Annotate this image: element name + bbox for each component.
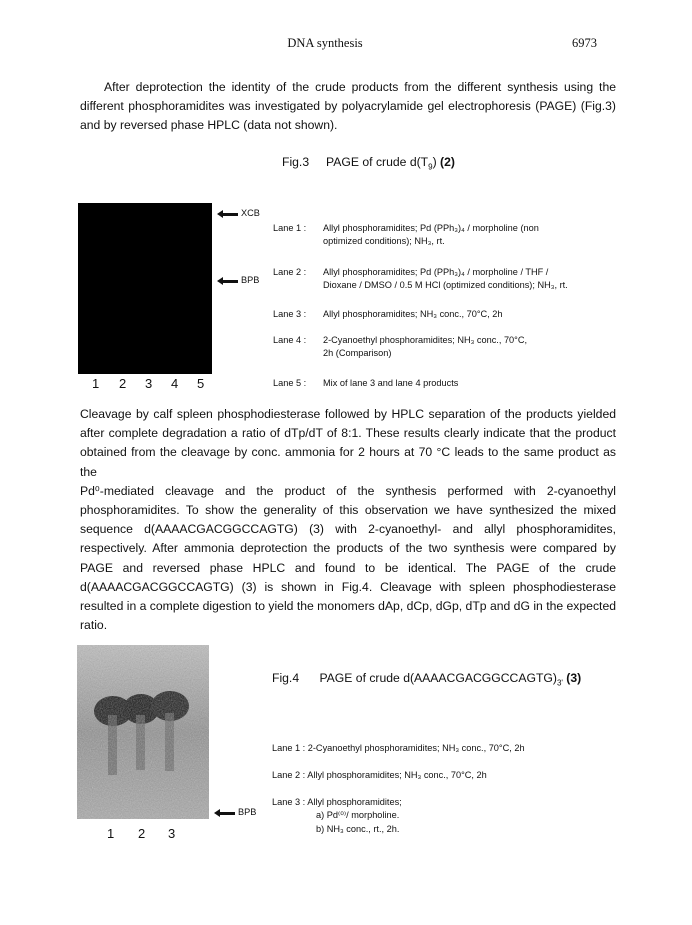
fig3-lane-3 bbox=[273, 308, 613, 321]
fig3-caption bbox=[282, 155, 455, 171]
lane-desc-line1: 2-Cyanoethyl phosphoramidites; NH₃ conc., 70°C, bbox=[323, 335, 528, 345]
xcb-marker-label: XCB bbox=[241, 208, 260, 218]
running-header: DNA synthesis bbox=[287, 36, 363, 50]
bpb-marker-label: BPB bbox=[241, 275, 260, 285]
lane-desc-line2: Dioxane / DMSO / 0.5 M HCl (optimized conditions); NH₃, rt. bbox=[323, 280, 568, 290]
lane-label: Lane 5 : bbox=[273, 378, 307, 388]
lane-desc-line1: Mix of lane 3 and lane 4 products bbox=[323, 378, 459, 388]
lane-label: Lane 4 : bbox=[273, 335, 307, 345]
fig4-lane-3-step-a: a) Pd⁽⁰⁾/ morpholine. bbox=[316, 810, 400, 820]
fig3-lane-1 bbox=[273, 222, 613, 246]
body-paragraph bbox=[80, 405, 616, 635]
fig4-lane-number: 1 bbox=[107, 826, 115, 841]
fig3-title-close: ) bbox=[432, 155, 441, 169]
fig4-title-sub: 3' bbox=[556, 678, 563, 688]
gel-image-fig3 bbox=[78, 203, 212, 374]
intro-text: After deprotection the identity of the crude products from the different synthesis using the different phosphoramidites was investigated by polyacrylamide gel electrophoresis (PAGE) (Fig.3) and by reversed phase HPLC (data not shown). bbox=[80, 80, 616, 133]
body-line: ratio. bbox=[80, 618, 108, 633]
fig3-title-sub: 9 bbox=[428, 162, 433, 172]
xcb-marker-arrow-icon bbox=[222, 213, 238, 216]
lane-desc-line1: Allyl phosphoramidites; Pd (PPh₃)₄ / morpholine (non bbox=[323, 223, 539, 233]
fig4-title: PAGE of crude d(AAAACGACGGCCAGTG) bbox=[319, 671, 557, 685]
body-line: Pd⁰-mediated cleavage and the product of the synthesis performed with 2-cyanoethyl bbox=[80, 483, 616, 498]
fig3-lane-5 bbox=[273, 377, 613, 390]
fig3-lane-number: 1 bbox=[92, 376, 100, 391]
fig3-lane-number: 2 bbox=[119, 376, 127, 391]
fig3-lane-4 bbox=[273, 334, 613, 358]
lane-label: Lane 2 : bbox=[273, 267, 307, 277]
gel-image-fig4 bbox=[77, 645, 209, 819]
body-line: Cleavage by calf spleen phosphodiesterase followed by HPLC separation of the products yielded bbox=[80, 407, 616, 421]
body-line: after complete degradation a ratio of dTp/dT of 8:1. These results clearly indicate that the product bbox=[80, 426, 616, 441]
lane-desc-line1: Allyl phosphoramidites; Pd (PPh₃)₄ / morpholine / THF / bbox=[323, 267, 549, 277]
fig3-lane-2 bbox=[273, 266, 613, 290]
fig4-lane-3-label: Lane 3 : Allyl phosphoramidites; bbox=[272, 797, 402, 807]
bpb-marker-label-fig4: BPB bbox=[238, 807, 257, 817]
lane-desc-line2: 2h (Comparison) bbox=[323, 348, 392, 358]
bpb-marker-arrow-icon bbox=[219, 812, 235, 815]
lane-desc-line1: Allyl phosphoramidites; NH₃ conc., 70°C, 2h bbox=[323, 309, 503, 319]
body-line: obtained from the cleavage by conc. ammonia for 2 hours at 70 °C leads to the same product as the bbox=[80, 445, 616, 479]
lane-label: Lane 1 : bbox=[273, 223, 307, 233]
body-line: respectively. After ammonia deprotection the products of the two synthesis were compared by bbox=[80, 541, 616, 556]
fig3-lane-number: 5 bbox=[197, 376, 205, 391]
fig4-lane-number: 2 bbox=[138, 826, 146, 841]
lane-desc-line2: optimized conditions); NH₃, rt. bbox=[323, 236, 445, 246]
fig3-compound-ref: (2) bbox=[440, 155, 455, 169]
bpb-marker-arrow-icon bbox=[222, 280, 238, 283]
intro-paragraph bbox=[80, 78, 616, 136]
fig4-lane-2: Lane 2 : Allyl phosphoramidites; NH₃ conc., 70°C, 2h bbox=[272, 770, 487, 780]
body-line: phosphoramidites. To show the generality of this observation we have synthesized the mixed bbox=[80, 503, 616, 518]
fig4-caption bbox=[272, 671, 581, 687]
fig4-lane-number: 3 bbox=[168, 826, 176, 841]
fig3-label: Fig.3 bbox=[282, 155, 310, 169]
page-number: 6973 bbox=[572, 36, 597, 50]
body-line: resulted in a complete digestion to yield the monomers dAp, dCp, dGp, dTp and dG in the expected bbox=[80, 599, 616, 614]
fig3-title: PAGE of crude d(T bbox=[326, 155, 429, 169]
body-line: sequence d(AAAACGACGGCCAGTG) (3) with 2-cyanoethyl- and allyl phosphoramidites, bbox=[80, 522, 616, 537]
fig4-lane-1: Lane 1 : 2-Cyanoethyl phosphoramidites; NH₃ conc., 70°C, 2h bbox=[272, 743, 525, 753]
fig4-lane-3-step-b: b) NH₃ conc., rt., 2h. bbox=[316, 824, 400, 834]
body-line: PAGE and reversed phase HPLC and found to be identical. The PAGE of the crude bbox=[80, 560, 616, 575]
fig4-compound-ref: (3) bbox=[562, 671, 582, 685]
fig3-lane-number: 4 bbox=[171, 376, 179, 391]
body-line: d(AAAACGACGGCCAGTG) (3) is shown in Fig.4. Cleavage with spleen phosphodiesterase bbox=[80, 579, 616, 594]
gel-image-fig4-graphic bbox=[77, 645, 209, 819]
fig3-lane-number: 3 bbox=[145, 376, 153, 391]
lane-label: Lane 3 : bbox=[273, 309, 307, 319]
fig4-label: Fig.4 bbox=[272, 671, 300, 685]
